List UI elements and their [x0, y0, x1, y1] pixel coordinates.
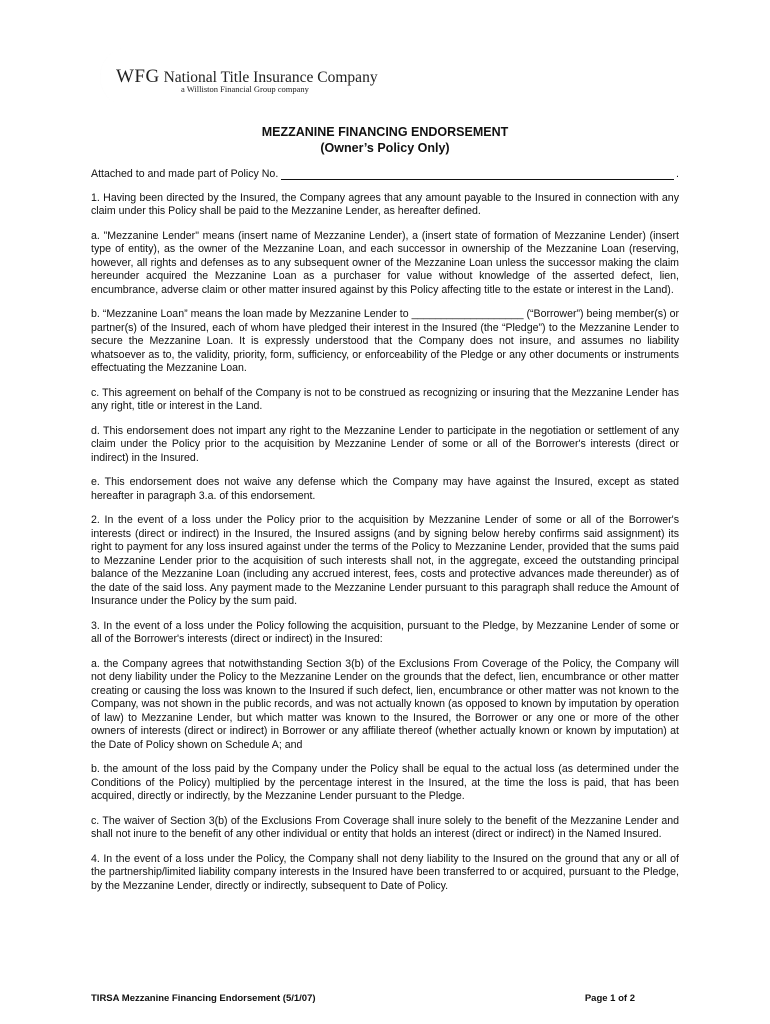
attached-end: .	[676, 168, 679, 180]
attached-label: Attached to and made part of Policy No.	[91, 168, 279, 180]
paragraph-1a: a. "Mezzanine Lender" means (insert name of Mezzanine Lender), a (insert state of formation of Mezzanine Lender) (insert type of entity), as the owner of the Mezzanine Loan, and each successor in ownership of the Mezzanine Loan (reserving, however, all rights and defenses as to any subsequent owner of the Mezzanine Loan unless the successor making the claim hereunder acquired the Mezzanine Loan as a purchaser for value without knowledge of the asserted defect, lien, encumbrance, adverse claim or other matter insured against by this Policy affecting title to the estate or interest in the Land).	[91, 229, 679, 296]
paragraph-2: 2. In the event of a loss under the Policy prior to the acquisition by Mezzanine Lender of some or all of the Borrower's interests (direct or indirect) in the Insured, the Insured assigns (and by signing below hereby confirms said assignment) its right to payment for any loss insured against under the terms of the Policy to Mezzanine Lender, provided that the sums paid to Mezzanine Lender prior to the acquisition of such interests shall not, in the aggregate, exceed the outstanding principal balance of the Mezzanine Loan (including any accrued interest, fees, costs and protective advances made thereunder) as of the date of the said loss. Any payment made to the Mezzanine Lender pursuant to this paragraph shall reduce the Amount of Insurance under the Policy by the sum paid.	[91, 514, 679, 607]
company-name-text: National Title Insurance Company	[159, 69, 378, 86]
document-title: MEZZANINE FINANCING ENDORSEMENT	[261, 125, 509, 139]
paragraph-1c: c. This agreement on behalf of the Company is not to be construed as recognizing or insuring that the Mezzanine Lender has any right, title or interest in the Land.	[91, 386, 679, 412]
paragraph-1: 1. Having been directed by the Insured, the Company agrees that any amount payable to the Insured in connection with any claim under this Policy shall be paid to the Mezzanine Lender, as hereafter defined.	[91, 191, 679, 217]
logo-mark: WFG	[116, 66, 160, 87]
document-subtitle: (Owner’s Policy Only)	[320, 141, 450, 155]
paragraph-1e: e. This endorsement does not waive any defense which the Company may have against the Insured, except as stated hereafter in paragraph 3.a. of this endorsement.	[91, 476, 679, 502]
paragraph-3c: c. The waiver of Section 3(b) of the Exclusions From Coverage shall inure solely to the benefit of the Mezzanine Lender and shall not inure to the benefit of any other individual or entity that holds an interest (direct or indirect) in the Named Insured.	[91, 814, 679, 840]
document-body	[91, 168, 679, 904]
paragraph-3: 3. In the event of a loss under the Policy following the acquisition, pursuant to the Pledge, by Mezzanine Lender of some or all of the Borrower's interests (direct or indirect) in the Insured:	[91, 619, 679, 645]
company-logo	[78, 36, 388, 118]
paragraph-4: 4. In the event of a loss under the Policy, the Company shall not deny liability to the Insured on the ground that any or all of the partnership/limited liability company interests in the Insured have been transferred to or acquired, pursuant to the Pledge, by the Mezzanine Lender, directly or indirectly, subsequent to Date of Policy.	[91, 852, 679, 892]
company-subtitle: a Williston Financial Group company	[181, 84, 309, 94]
footer-form-name: TIRSA Mezzanine Financing Endorsement (5/1/07)	[91, 993, 316, 1004]
paragraph-1d: d. This endorsement does not impart any right to the Mezzanine Lender to participate in the negotiation or settlement of any claim under the Policy prior to the acquisition by Mezzanine Lender of some or all of the Borrower's interests (direct or indirect) in the Insured.	[91, 424, 679, 464]
paragraph-3b: b. the amount of the loss paid by the Company under the Policy shall be equal to the actual loss (as determined under the Conditions of the Policy) multiplied by the percentage interest in the Insured, at the time the loss is paid, that has been acquired, directly or indirectly, by the Mezzanine Lender pursuant to the Pledge.	[91, 763, 679, 802]
attached-line	[91, 168, 679, 182]
paragraph-3a: a. the Company agrees that notwithstanding Section 3(b) of the Exclusions From Coverage of the Policy, the Company will not deny liability under the Policy to the Mezzanine Lender on the grounds that the defect, lien, encumbrance or other matter creating or causing the loss was known to the Insured if such defect, lien, encumbrance or other matter was not known to the Company, was not shown in the public records, and was not actually known (as opposed to known by imputation by operation of law) to Mezzanine Lender, but which matter was known to the Insured, the Borrower or any one or more of the other owners of interests (direct or indirect) in Borrower or any affiliate thereof (whether actually known or known by imputation) at the Date of Policy shown on Schedule A; and	[91, 657, 679, 751]
paragraph-1b: b. “Mezzanine Loan” means the loan made by Mezzanine Lender to ___________________ (“Borrower”) being member(s) or partner(s) of the Insured, each of whom have pledged their interest in the Insured (the “Pledge”) to the Mezzanine Lender to secure the Mezzanine Loan. It is expressly understood that the Company does not insure, and assumes no liability whatsoever as to, the validity, priority, form, sufficiency, or enforceability of the Pledge or any other documents or instruments effectuating the Mezzanine Loan.	[91, 308, 679, 374]
policy-number-blank	[281, 178, 674, 180]
footer-page-number: Page 1 of 2	[584, 993, 635, 1004]
